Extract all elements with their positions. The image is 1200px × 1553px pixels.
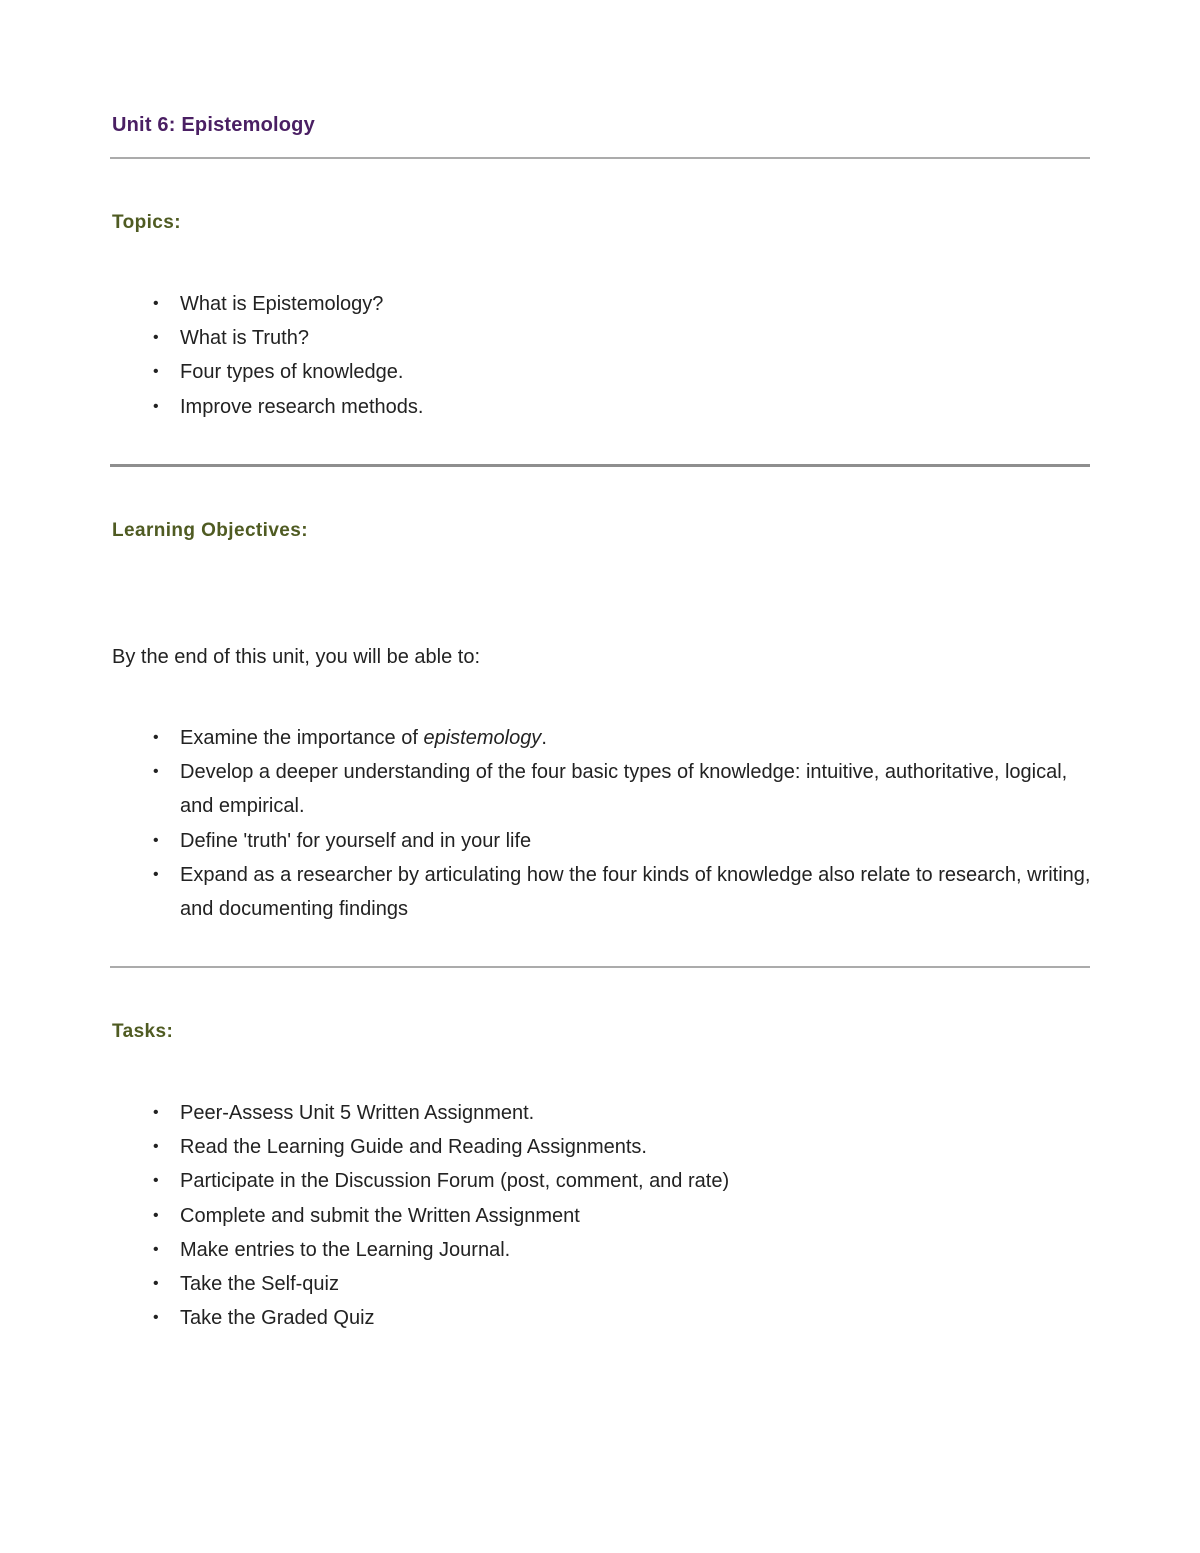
tasks-heading: Tasks:	[112, 1021, 174, 1042]
list-item: • What is Epistemology?	[180, 287, 1095, 321]
divider-topics	[110, 464, 1090, 467]
list-item: • Take the Graded Quiz	[180, 1301, 1095, 1335]
list-item: • Take the Self-quiz	[180, 1267, 1095, 1301]
list-item: • Participate in the Discussion Forum (post, comment, and rate)	[180, 1164, 1095, 1198]
list-item: • What is Truth?	[180, 321, 1095, 355]
topics-heading: Topics:	[112, 212, 181, 233]
list-item: • Read the Learning Guide and Reading Assignments.	[180, 1130, 1095, 1164]
page-title: Unit 6: Epistemology	[112, 114, 315, 136]
objectives-list	[180, 721, 1095, 926]
list-item	[180, 721, 1095, 755]
list-item-text: .	[541, 727, 547, 749]
divider-objectives	[110, 966, 1090, 968]
objectives-heading: Learning Objectives:	[112, 520, 308, 541]
list-item-text: Examine the importance of	[180, 727, 424, 749]
list-item: • Four types of knowledge.	[180, 355, 1095, 389]
tasks-list	[180, 1096, 1095, 1335]
list-item: • Complete and submit the Written Assignment	[180, 1199, 1095, 1233]
objectives-intro: By the end of this unit, you will be able to:	[112, 646, 480, 668]
list-item: • Peer-Assess Unit 5 Written Assignment.	[180, 1096, 1095, 1130]
topics-list	[180, 287, 1095, 424]
emphasis-term: epistemology	[423, 727, 542, 749]
divider-top	[110, 157, 1090, 159]
list-item: • Improve research methods.	[180, 390, 1095, 424]
list-item: • Develop a deeper understanding of the four basic types of knowledge: intuitive, authoritative, logical, and empirical.	[180, 755, 1095, 823]
list-item: • Make entries to the Learning Journal.	[180, 1233, 1095, 1267]
list-item: • Expand as a researcher by articulating how the four kinds of knowledge also relate to research, writing, and documenting findings	[180, 858, 1095, 926]
list-item: • Define 'truth' for yourself and in your life	[180, 824, 1095, 858]
